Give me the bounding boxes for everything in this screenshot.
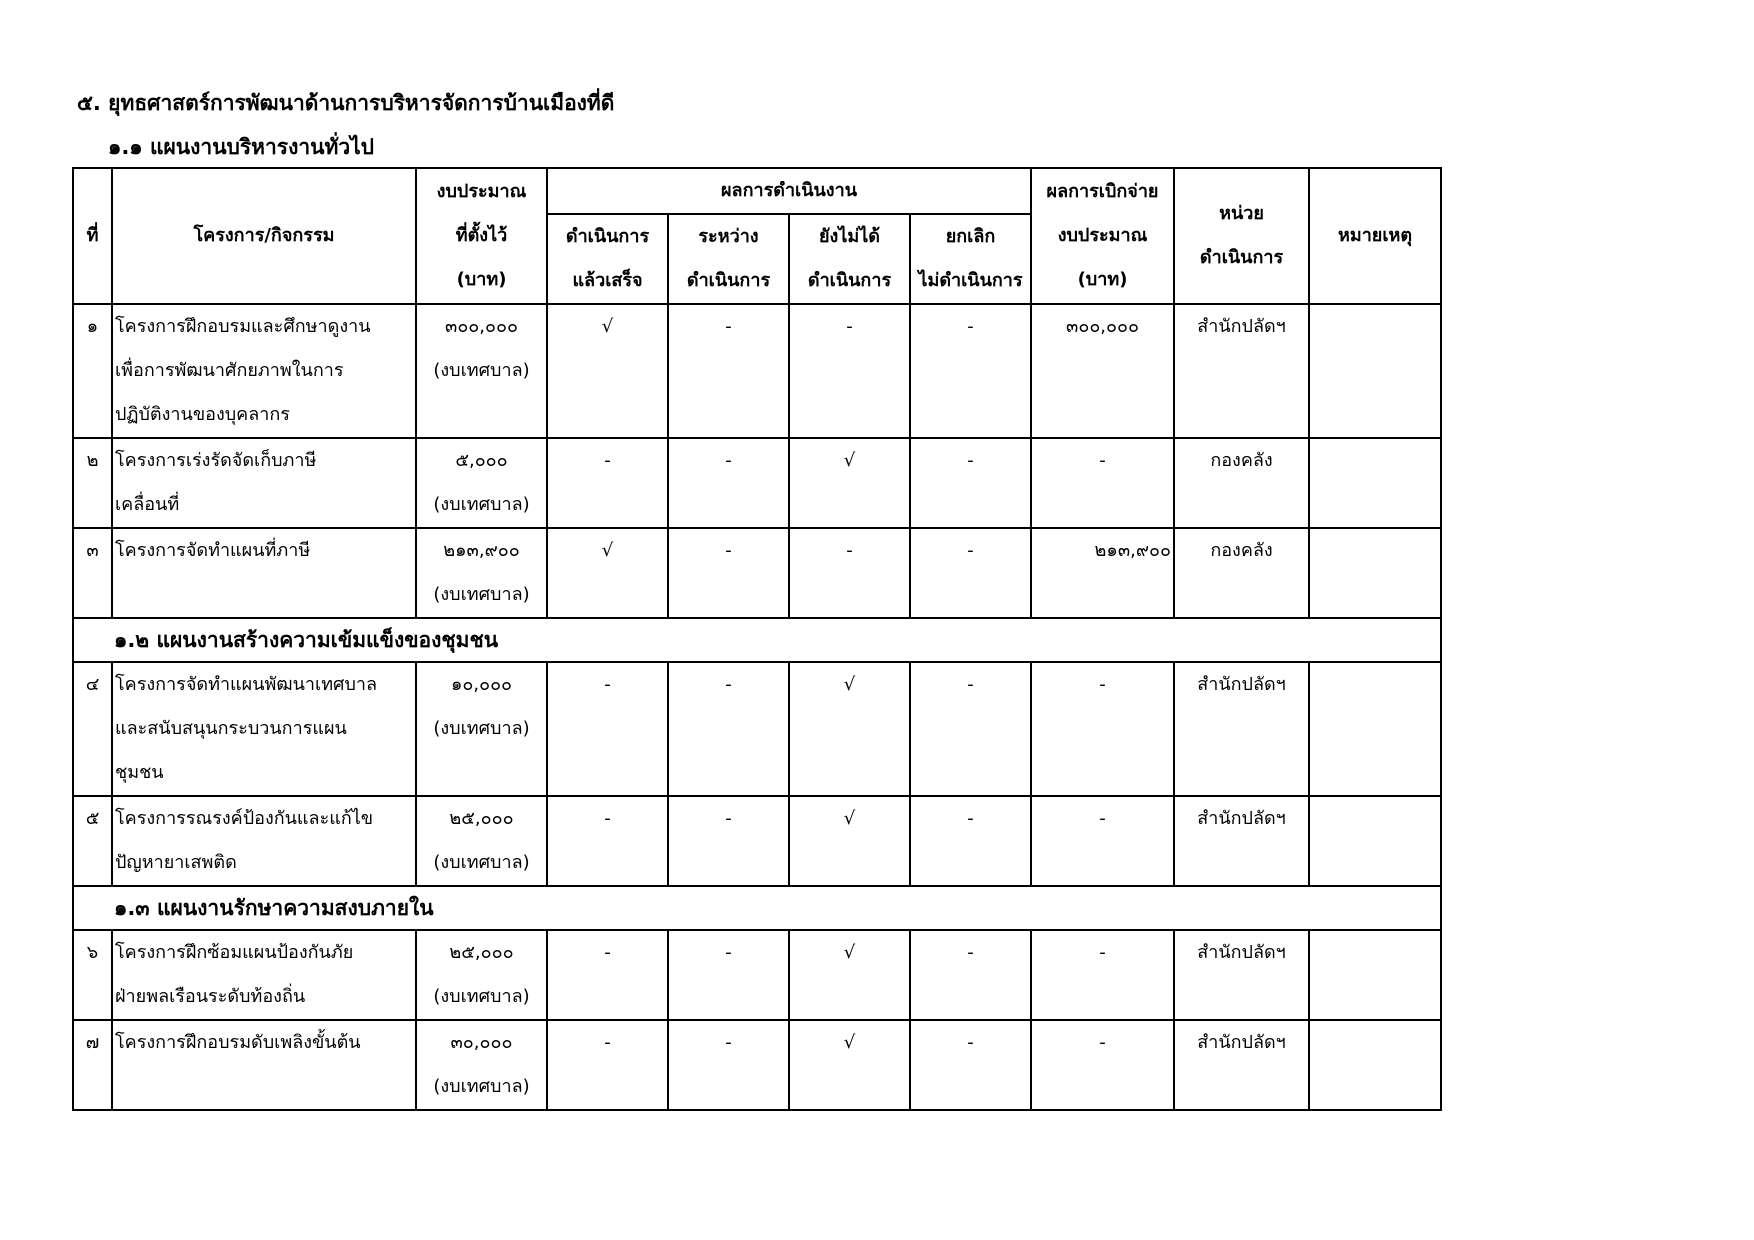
budget-source: (งบเทศบาล) <box>433 360 530 381</box>
section-title: ๑.๒ แผนงานสร้างความเข้มแข็งของชุมชน <box>73 618 1441 662</box>
table-row <box>73 438 1441 528</box>
header-no: ที่ <box>73 168 112 304</box>
status-cancelled: - <box>910 528 1031 618</box>
project-name-line: ฝ่ายพลเรือนระดับท้องถิ่น <box>115 986 306 1007</box>
responsible-unit: สำนักปลัดฯ <box>1174 1020 1309 1110</box>
table-row <box>73 662 1441 796</box>
budget-amount: ๒๕,๐๐๐ <box>449 942 514 963</box>
budget-cell <box>416 304 547 438</box>
responsible-unit: กองคลัง <box>1174 528 1309 618</box>
row-number: ๓ <box>73 528 112 618</box>
disbursed-amount: ๓๐๐,๐๐๐ <box>1031 304 1174 438</box>
remark <box>1309 930 1441 1020</box>
header-disbursed: ผลการเบิกจ่าย งบประมาณ (บาท) <box>1031 168 1174 304</box>
row-number: ๒ <box>73 438 112 528</box>
disbursed-amount: - <box>1031 1020 1174 1110</box>
responsible-unit: กองคลัง <box>1174 438 1309 528</box>
budget-source: (งบเทศบาล) <box>433 852 530 873</box>
budget-amount: ๓๐๐,๐๐๐ <box>445 316 518 337</box>
status-done: - <box>547 796 668 886</box>
responsible-unit: สำนักปลัดฯ <box>1174 304 1309 438</box>
budget-amount: ๕,๐๐๐ <box>455 450 508 471</box>
header-in-progress: ระหว่าง ดำเนินการ <box>668 214 789 304</box>
status-done: - <box>547 662 668 796</box>
status-in-progress: - <box>668 1020 789 1110</box>
section-row <box>73 886 1441 930</box>
header-done: ดำเนินการ แล้วเสร็จ <box>547 214 668 304</box>
budget-source: (งบเทศบาล) <box>433 986 530 1007</box>
status-done: √ <box>547 528 668 618</box>
status-in-progress: - <box>668 930 789 1020</box>
project-name <box>112 930 416 1020</box>
project-name <box>112 796 416 886</box>
status-done: - <box>547 1020 668 1110</box>
status-not-started: √ <box>789 796 910 886</box>
status-cancelled: - <box>910 304 1031 438</box>
budget-source: (งบเทศบาล) <box>433 494 530 515</box>
remark <box>1309 304 1441 438</box>
section-title: ๑.๓ แผนงานรักษาความสงบภายใน <box>73 886 1441 930</box>
status-in-progress: - <box>668 438 789 528</box>
budget-cell <box>416 438 547 528</box>
budget-cell <box>416 930 547 1020</box>
projects-table <box>72 167 1442 1111</box>
project-name <box>112 1020 416 1110</box>
budget-cell <box>416 528 547 618</box>
table-row <box>73 796 1441 886</box>
project-name-line <box>115 1065 415 1109</box>
status-done: √ <box>547 304 668 438</box>
project-name <box>112 528 416 618</box>
budget-cell <box>416 796 547 886</box>
responsible-unit: สำนักปลัดฯ <box>1174 796 1309 886</box>
project-name-line: เพื่อการพัฒนาศักยภาพในการ <box>115 360 344 381</box>
budget-source: (งบเทศบาล) <box>433 1076 530 1097</box>
status-not-started: - <box>789 528 910 618</box>
plan-title: ๑.๑ แผนงานบริหารงานทั่วไป <box>108 135 374 159</box>
disbursed-amount: ๒๑๓,๙๐๐ <box>1031 528 1174 618</box>
status-in-progress: - <box>668 662 789 796</box>
project-name-line: โครงการฝึกซ้อมแผนป้องกันภัย <box>115 942 354 963</box>
responsible-unit: สำนักปลัดฯ <box>1174 930 1309 1020</box>
project-name-line: ปัญหายาเสพติด <box>115 852 237 873</box>
status-not-started: √ <box>789 662 910 796</box>
status-in-progress: - <box>668 304 789 438</box>
project-name-line: โครงการรณรงค์ป้องกันและแก้ไข <box>115 808 374 829</box>
budget-amount: ๒๑๓,๙๐๐ <box>443 540 520 561</box>
project-name-line: ชุมชน <box>115 762 164 783</box>
status-done: - <box>547 438 668 528</box>
project-name-line: โครงการฝึกอบรมและศึกษาดูงาน <box>115 316 371 337</box>
header-remark: หมายเหตุ <box>1309 168 1441 304</box>
header-cancelled: ยกเลิก ไม่ดำเนินการ <box>910 214 1031 304</box>
budget-cell <box>416 662 547 796</box>
disbursed-amount: - <box>1031 438 1174 528</box>
responsible-unit: สำนักปลัดฯ <box>1174 662 1309 796</box>
budget-source: (งบเทศบาล) <box>433 718 530 739</box>
row-number: ๔ <box>73 662 112 796</box>
status-cancelled: - <box>910 438 1031 528</box>
project-name-line <box>115 573 415 617</box>
remark <box>1309 1020 1441 1110</box>
budget-cell <box>416 1020 547 1110</box>
table-row <box>73 930 1441 1020</box>
project-name-line: และสนับสนุนกระบวนการแผน <box>115 718 347 739</box>
table-row <box>73 1020 1441 1110</box>
status-not-started: √ <box>789 1020 910 1110</box>
status-cancelled: - <box>910 1020 1031 1110</box>
disbursed-amount: - <box>1031 662 1174 796</box>
row-number: ๖ <box>73 930 112 1020</box>
budget-source: (งบเทศบาล) <box>433 584 530 605</box>
project-name <box>112 438 416 528</box>
strategy-title: ๕. ยุทธศาสตร์การพัฒนาด้านการบริหารจัดการบ้านเมืองที่ดี <box>77 91 615 115</box>
disbursed-amount: - <box>1031 796 1174 886</box>
budget-amount: ๓๐,๐๐๐ <box>450 1032 513 1053</box>
project-name-line: โครงการจัดทำแผนที่ภาษี <box>115 540 311 561</box>
status-not-started: √ <box>789 438 910 528</box>
header-unit: หน่วย ดำเนินการ <box>1174 168 1309 304</box>
remark <box>1309 528 1441 618</box>
status-cancelled: - <box>910 930 1031 1020</box>
remark <box>1309 796 1441 886</box>
project-name <box>112 662 416 796</box>
table-row <box>73 304 1441 438</box>
project-name-line: ปฏิบัติงานของบุคลากร <box>115 404 290 425</box>
table-header <box>73 168 1441 304</box>
disbursed-amount: - <box>1031 930 1174 1020</box>
table-row <box>73 528 1441 618</box>
status-cancelled: - <box>910 662 1031 796</box>
project-name-line: โครงการจัดทำแผนพัฒนาเทศบาล <box>115 674 378 695</box>
status-cancelled: - <box>910 796 1031 886</box>
project-name-line: เคลื่อนที่ <box>115 494 180 515</box>
remark <box>1309 438 1441 528</box>
row-number: ๕ <box>73 796 112 886</box>
row-number: ๗ <box>73 1020 112 1110</box>
header-not-started: ยังไม่ได้ ดำเนินการ <box>789 214 910 304</box>
header-performance: ผลการดำเนินงาน <box>547 168 1031 214</box>
header-project: โครงการ/กิจกรรม <box>112 168 416 304</box>
budget-amount: ๑๐,๐๐๐ <box>450 674 513 695</box>
status-not-started: √ <box>789 930 910 1020</box>
project-name-line: โครงการเร่งรัดจัดเก็บภาษี <box>115 450 317 471</box>
status-in-progress: - <box>668 796 789 886</box>
remark <box>1309 662 1441 796</box>
row-number: ๑ <box>73 304 112 438</box>
status-done: - <box>547 930 668 1020</box>
project-name <box>112 304 416 438</box>
table-body <box>73 304 1441 1110</box>
project-name-line: โครงการฝึกอบรมดับเพลิงขั้นต้น <box>115 1032 361 1053</box>
budget-amount: ๒๕,๐๐๐ <box>449 808 514 829</box>
header-budget: งบประมาณ ที่ตั้งไว้ (บาท) <box>416 168 547 304</box>
section-row <box>73 618 1441 662</box>
status-not-started: - <box>789 304 910 438</box>
status-in-progress: - <box>668 528 789 618</box>
